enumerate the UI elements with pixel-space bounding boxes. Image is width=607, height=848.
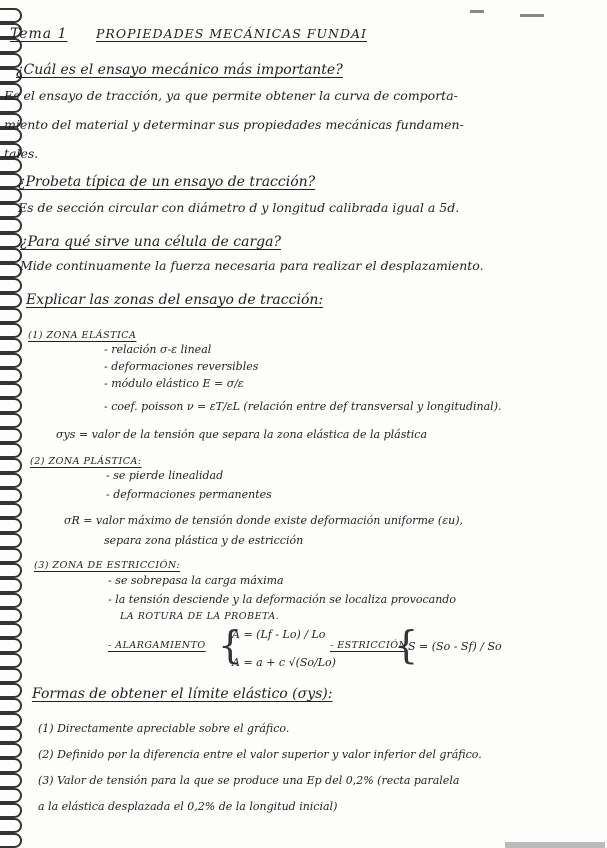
plastic-item: - deformaciones permanentes — [106, 488, 272, 501]
spiral-ring — [0, 398, 22, 413]
question-3: ¿Para qué sirve una célula de carga? — [20, 234, 281, 250]
spiral-ring — [0, 278, 22, 293]
spiral-ring — [0, 503, 22, 518]
spiral-ring — [0, 728, 22, 743]
answer-2: Es de sección circular con diámetro d y longitud calibrada igual a 5d. — [18, 200, 460, 215]
spiral-ring — [0, 638, 22, 653]
spiral-ring — [0, 668, 22, 683]
plastic-note-line-2: separa zona plástica y de estricción — [104, 534, 304, 547]
zones-heading: Explicar las zonas del ensayo de tracción: — [26, 292, 324, 308]
scan-mark — [505, 842, 605, 848]
spiral-ring — [0, 443, 22, 458]
limit-item: (2) Definido por la diferencia entre el valor superior y valor inferior del gráfico. — [38, 748, 482, 761]
spiral-ring — [0, 323, 22, 338]
elastic-item: - deformaciones reversibles — [104, 360, 259, 373]
spiral-ring — [0, 488, 22, 503]
elastic-item: - módulo elástico E = σ/ε — [104, 377, 244, 390]
answer-1-line-1: Es el ensayo de tracción, ya que permite obtener la curva de comporta- — [4, 88, 458, 103]
spiral-ring — [0, 758, 22, 773]
spiral-ring — [0, 368, 22, 383]
spiral-ring — [0, 8, 22, 23]
spiral-ring — [0, 473, 22, 488]
spiral-ring — [0, 683, 22, 698]
question-1: ¿Cuál es el ensayo mecánico más importante? — [16, 62, 343, 78]
spiral-ring — [0, 578, 22, 593]
question-2: ¿Probeta típica de un ensayo de tracción? — [18, 174, 316, 190]
spiral-ring — [0, 548, 22, 563]
limit-heading: Formas de obtener el límite elástico (σys): — [32, 686, 333, 702]
spiral-ring — [0, 773, 22, 788]
spiral-ring — [0, 353, 22, 368]
spiral-ring — [0, 818, 22, 833]
spiral-ring — [0, 788, 22, 803]
estriccion-formula: S = (So - Sf) / So — [408, 640, 502, 653]
scan-mark — [470, 10, 484, 13]
alargamiento-formula-1: A = (Lf - Lo) / Lo — [232, 628, 326, 641]
spiral-ring — [0, 218, 22, 233]
spiral-ring — [0, 593, 22, 608]
spiral-ring — [0, 338, 22, 353]
limit-item: (1) Directamente apreciable sobre el gráfico. — [38, 722, 290, 735]
spiral-ring — [0, 413, 22, 428]
spiral-ring — [0, 563, 22, 578]
spiral-ring — [0, 653, 22, 668]
spiral-ring — [0, 233, 22, 248]
necking-item: - la tensión desciende y la deformación se localiza provocando — [108, 593, 456, 606]
spiral-ring — [0, 248, 22, 263]
plastic-zone-label: (2) ZONA PLÁSTICA: — [30, 456, 142, 467]
spiral-ring — [0, 833, 22, 848]
alargamiento-label: - ALARGAMIENTO — [108, 640, 206, 651]
topic-number: Tema 1 — [10, 26, 68, 42]
answer-3: Mide continuamente la fuerza necesaria para realizar el desplazamiento. — [20, 258, 484, 273]
spiral-ring — [0, 698, 22, 713]
estriccion-brace: { — [394, 623, 419, 667]
elastic-note: σys = valor de la tensión que separa la zona elástica de la plástica — [56, 428, 428, 441]
necking-zone-label: (3) ZONA DE ESTRICCIÓN: — [34, 560, 181, 571]
spiral-ring — [0, 383, 22, 398]
spiral-ring — [0, 428, 22, 443]
necking-item: - se sobrepasa la carga máxima — [108, 574, 284, 587]
spiral-ring — [0, 533, 22, 548]
spiral-ring — [0, 803, 22, 818]
limit-item: a la elástica desplazada el 0,2% de la longitud inicial) — [38, 800, 338, 813]
necking-item-continued: LA ROTURA DE LA PROBETA. — [120, 611, 280, 622]
estriccion-label: - ESTRICCIÓN — [330, 640, 408, 651]
answer-1-line-2: miento del material y determinar sus propiedades mecánicas fundamen- — [4, 117, 464, 132]
limit-item: (3) Valor de tensión para la que se produce una Ep del 0,2% (recta paralela — [38, 774, 460, 787]
elastic-item: - coef. poisson ν = εT/εL (relación entre def transversal y longitudinal). — [104, 400, 502, 413]
spiral-ring — [0, 518, 22, 533]
spiral-ring — [0, 623, 22, 638]
spiral-ring — [0, 713, 22, 728]
plastic-item: - se pierde linealidad — [106, 469, 224, 482]
spiral-ring — [0, 308, 22, 323]
plastic-note-line-1: σR = valor máximo de tensión donde existe deformación uniforme (εu), — [64, 514, 463, 527]
spiral-ring — [0, 608, 22, 623]
spiral-ring — [0, 263, 22, 278]
answer-1-line-3: tales. — [4, 146, 39, 161]
spiral-ring — [0, 743, 22, 758]
alargamiento-formula-2: A = a + c √(So/Lo) — [232, 656, 336, 669]
left-brace: { — [218, 623, 243, 667]
spiral-ring — [0, 458, 22, 473]
scan-mark — [520, 14, 544, 17]
page-title: PROPIEDADES MECÁNICAS FUNDAI — [96, 26, 367, 41]
elastic-zone-label: (1) ZONA ELÁSTICA — [28, 330, 137, 341]
spiral-ring — [0, 293, 22, 308]
elastic-item: - relación σ-ε lineal — [104, 343, 212, 356]
